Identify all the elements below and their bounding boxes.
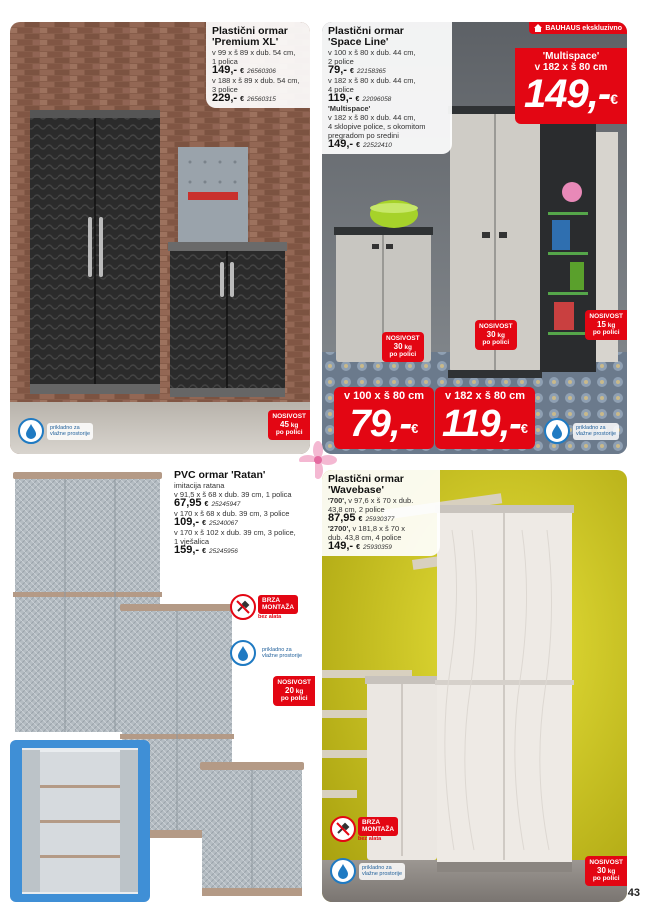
premium-panel — [10, 22, 310, 454]
load-label: NOSIVOST — [479, 323, 513, 330]
premium-info — [206, 22, 310, 108]
load-label: NOSIVOST — [386, 335, 420, 342]
load-suffix: po polici — [482, 339, 510, 346]
spaceline-var1-shelves: 2 police — [328, 57, 354, 66]
exclusive-text: BAUHAUS ekskluzivno — [545, 24, 622, 32]
water-drop-icon — [330, 858, 356, 884]
load-suffix: po polici — [592, 875, 620, 882]
ratan-var1-dims: v 91,5 x š 68 x dub. 39 cm, 1 polica — [174, 490, 292, 499]
spaceline-var2-dims: v 182 x š 80 x dub. 44 cm, — [328, 76, 416, 85]
load-suffix: po polici — [280, 695, 308, 702]
multispace-tag-name: 'Multispace' — [542, 51, 600, 62]
wavebase-panel — [322, 470, 627, 902]
ratan-var3-price: 159,- — [174, 544, 200, 556]
ratan-load-badge — [273, 676, 315, 706]
load-unit: kg — [404, 343, 412, 351]
wavebase-quick-assembly — [330, 816, 398, 842]
spaceline-small-price-tag — [334, 387, 434, 449]
water-drop-icon — [18, 418, 44, 444]
load-label: NOSIVOST — [277, 679, 311, 686]
premium-var1-currency: € — [240, 68, 244, 75]
spaceline-wet-badge — [544, 418, 619, 444]
wavebase-var2-dims-2: dub. 43,8 cm, 4 police — [328, 533, 402, 542]
spaceline-load-30b-badge — [475, 320, 517, 350]
wet-label-2: vlažne prostorije — [50, 431, 91, 437]
spaceline-title-1: Plastični ormar — [328, 25, 404, 37]
brza-2: MONTAŽA — [262, 604, 295, 611]
premium-var2-currency: € — [240, 96, 244, 103]
ratan-panel — [10, 462, 315, 902]
spaceline-var3-code: 22522410 — [362, 142, 392, 149]
premium-wet-badge — [18, 418, 93, 444]
ratan-var3-code: 25245956 — [208, 548, 238, 555]
load-value: 45 — [280, 419, 289, 429]
ratan-var2-price: 109,- — [174, 516, 200, 528]
multispace-tag-price: 149,- — [524, 72, 611, 116]
brza-1: BRZA — [362, 818, 381, 826]
no-tools-icon — [230, 594, 256, 620]
wet-label-2: vlažne prostorije — [362, 871, 403, 877]
ratan-var2-code: 25240067 — [208, 520, 238, 527]
wavebase-info — [322, 470, 440, 556]
exclusive-label — [529, 22, 627, 34]
spaceline-info — [322, 22, 452, 154]
load-unit: kg — [295, 687, 304, 695]
big-tag-dims: v 182 x š 80 cm — [444, 390, 526, 402]
wet-label-1: prikladno za — [362, 864, 392, 871]
wet-label-2: vlažne prostorije — [262, 653, 303, 659]
no-tools-icon — [330, 816, 356, 842]
load-unit: kg — [607, 867, 616, 875]
spaceline-title-2: 'Space Line' — [328, 36, 389, 48]
premium-var1-code: 26560306 — [246, 68, 276, 75]
premium-var2-code: 26560315 — [246, 96, 276, 103]
spaceline-var1-price: 79,- — [328, 64, 347, 76]
brza-2: MONTAŽA — [362, 826, 395, 833]
load-suffix: po polici — [275, 429, 303, 436]
big-tag-currency: € — [520, 421, 529, 436]
spaceline-var1-code: 22158365 — [356, 68, 386, 75]
ratan-var1-currency: € — [204, 501, 209, 508]
premium-load-badge — [268, 410, 310, 440]
ratan-inset — [10, 740, 150, 902]
wavebase-var1-price: 87,95 — [328, 512, 356, 524]
load-value: 30 — [597, 865, 606, 875]
premium-var2-dims: v 188 x š 89 x dub. 54 cm, — [212, 76, 300, 85]
page-number: 43 — [627, 887, 640, 899]
load-value: 15 — [597, 319, 606, 329]
load-suffix: po polici — [592, 329, 620, 336]
wavebase-var2-dims: v 181,8 x š 70 x — [352, 524, 405, 533]
multispace-tag-currency: € — [610, 91, 618, 107]
spaceline-load-15-badge — [585, 310, 627, 340]
spaceline-var2-currency: € — [355, 96, 360, 103]
premium-var2-price: 229,- — [212, 92, 238, 104]
wavebase-wet-badge — [330, 858, 405, 884]
wavebase-var1-currency: € — [358, 516, 363, 523]
wavebase-var2-price: 149,- — [328, 540, 354, 552]
wavebase-title-1: Plastični ormar — [328, 473, 404, 485]
ratan-var3-extra: 1 vješalica — [174, 537, 210, 546]
small-tag-currency: € — [411, 421, 419, 436]
wavebase-var1-dims-2: 43,8 cm, 2 police — [328, 505, 385, 514]
wavebase-var2-code: 25930359 — [362, 544, 392, 551]
big-tag-price: 119,- — [441, 403, 521, 445]
house-logo-icon — [534, 24, 542, 32]
water-drop-icon — [544, 418, 570, 444]
load-value: 20 — [285, 685, 294, 695]
spaceline-var2-price: 119,- — [328, 92, 353, 104]
spaceline-var3-desc-2: pregradom po sredini — [328, 131, 399, 140]
premium-var1-dims: v 99 x š 89 x dub. 54 cm, — [212, 48, 296, 57]
ratan-var2-dims: v 170 x š 68 x dub. 39 cm, 3 police — [174, 509, 290, 518]
load-label: NOSIVOST — [272, 413, 306, 420]
ratan-var1-code: 25245947 — [211, 501, 241, 508]
load-value: 30 — [393, 341, 403, 351]
spaceline-load-30a-badge — [382, 332, 424, 362]
spaceline-var1-dims: v 100 x š 80 x dub. 44 cm, — [328, 48, 416, 57]
load-unit: kg — [290, 421, 299, 429]
small-tag-dims: v 100 x š 80 cm — [343, 390, 425, 402]
load-value: 30 — [486, 329, 496, 339]
premium-var1-price: 149,- — [212, 64, 238, 76]
spaceline-var3-dims: v 182 x š 80 x dub. 44 cm, — [328, 113, 416, 122]
load-unit: kg — [607, 321, 616, 329]
wavebase-var2-currency: € — [356, 544, 360, 551]
spaceline-var2-shelves: 4 police — [328, 85, 354, 94]
spaceline-var3-desc-1: 4 sklopive police, s okomitom — [328, 122, 426, 131]
load-suffix: po polici — [389, 351, 417, 358]
brza-1: BRZA — [262, 596, 281, 604]
wet-label-1: prikladno za — [50, 424, 80, 431]
water-drop-icon — [230, 640, 256, 666]
spaceline-var3-currency: € — [356, 142, 360, 149]
wavebase-title-2: 'Wavebase' — [328, 484, 384, 496]
wavebase-var2-name: '2700', — [328, 524, 351, 533]
multispace-price-tag — [515, 48, 627, 124]
spaceline-big-price-tag — [435, 387, 535, 449]
premium-var1-shelves: 1 polica — [212, 57, 238, 66]
premium-var2-shelves: 3 police — [212, 85, 238, 94]
ratan-subtitle: imitacija ratana — [174, 481, 225, 490]
load-label: NOSIVOST — [589, 859, 623, 866]
brza-sub: bez alata — [258, 613, 282, 620]
wavebase-var1-code: 25930377 — [365, 516, 395, 523]
ratan-title: PVC ormar 'Ratan' — [174, 469, 266, 481]
ratan-var2-currency: € — [202, 520, 206, 527]
ratan-var1-price: 67,95 — [174, 497, 202, 509]
spaceline-var1-currency: € — [349, 68, 354, 75]
wet-label-2: vlažne prostorije — [575, 431, 616, 437]
brza-sub: bez alata — [358, 835, 382, 842]
ratan-quick-assembly — [230, 594, 298, 620]
spaceline-panel — [322, 22, 627, 454]
multispace-tag-dims: v 182 x š 80 cm — [534, 62, 608, 73]
spaceline-var3-name: 'Multispace' — [328, 104, 371, 113]
wavebase-load-badge — [585, 856, 627, 886]
spaceline-var2-code: 22096058 — [362, 96, 392, 103]
wet-label-1: prikladno za — [262, 646, 292, 653]
premium-title-2: 'Premium XL' — [212, 36, 279, 48]
small-tag-price: 79,- — [349, 403, 412, 445]
load-unit: kg — [497, 331, 505, 339]
premium-title-1: Plastični ormar — [212, 25, 288, 37]
ratan-var3-currency: € — [202, 548, 206, 555]
wavebase-var1-dims: v 97,6 x š 70 x dub. — [348, 496, 414, 505]
load-label: NOSIVOST — [589, 313, 623, 320]
ratan-info — [168, 466, 315, 560]
spaceline-var3-price: 149,- — [328, 138, 354, 150]
ratan-var3-dims: v 170 x š 102 x dub. 39 cm, 3 police, — [174, 528, 296, 537]
ratan-wet-badge — [230, 640, 305, 666]
wet-label-1: prikladno za — [575, 424, 606, 431]
wavebase-var1-name: '700', — [328, 496, 347, 505]
